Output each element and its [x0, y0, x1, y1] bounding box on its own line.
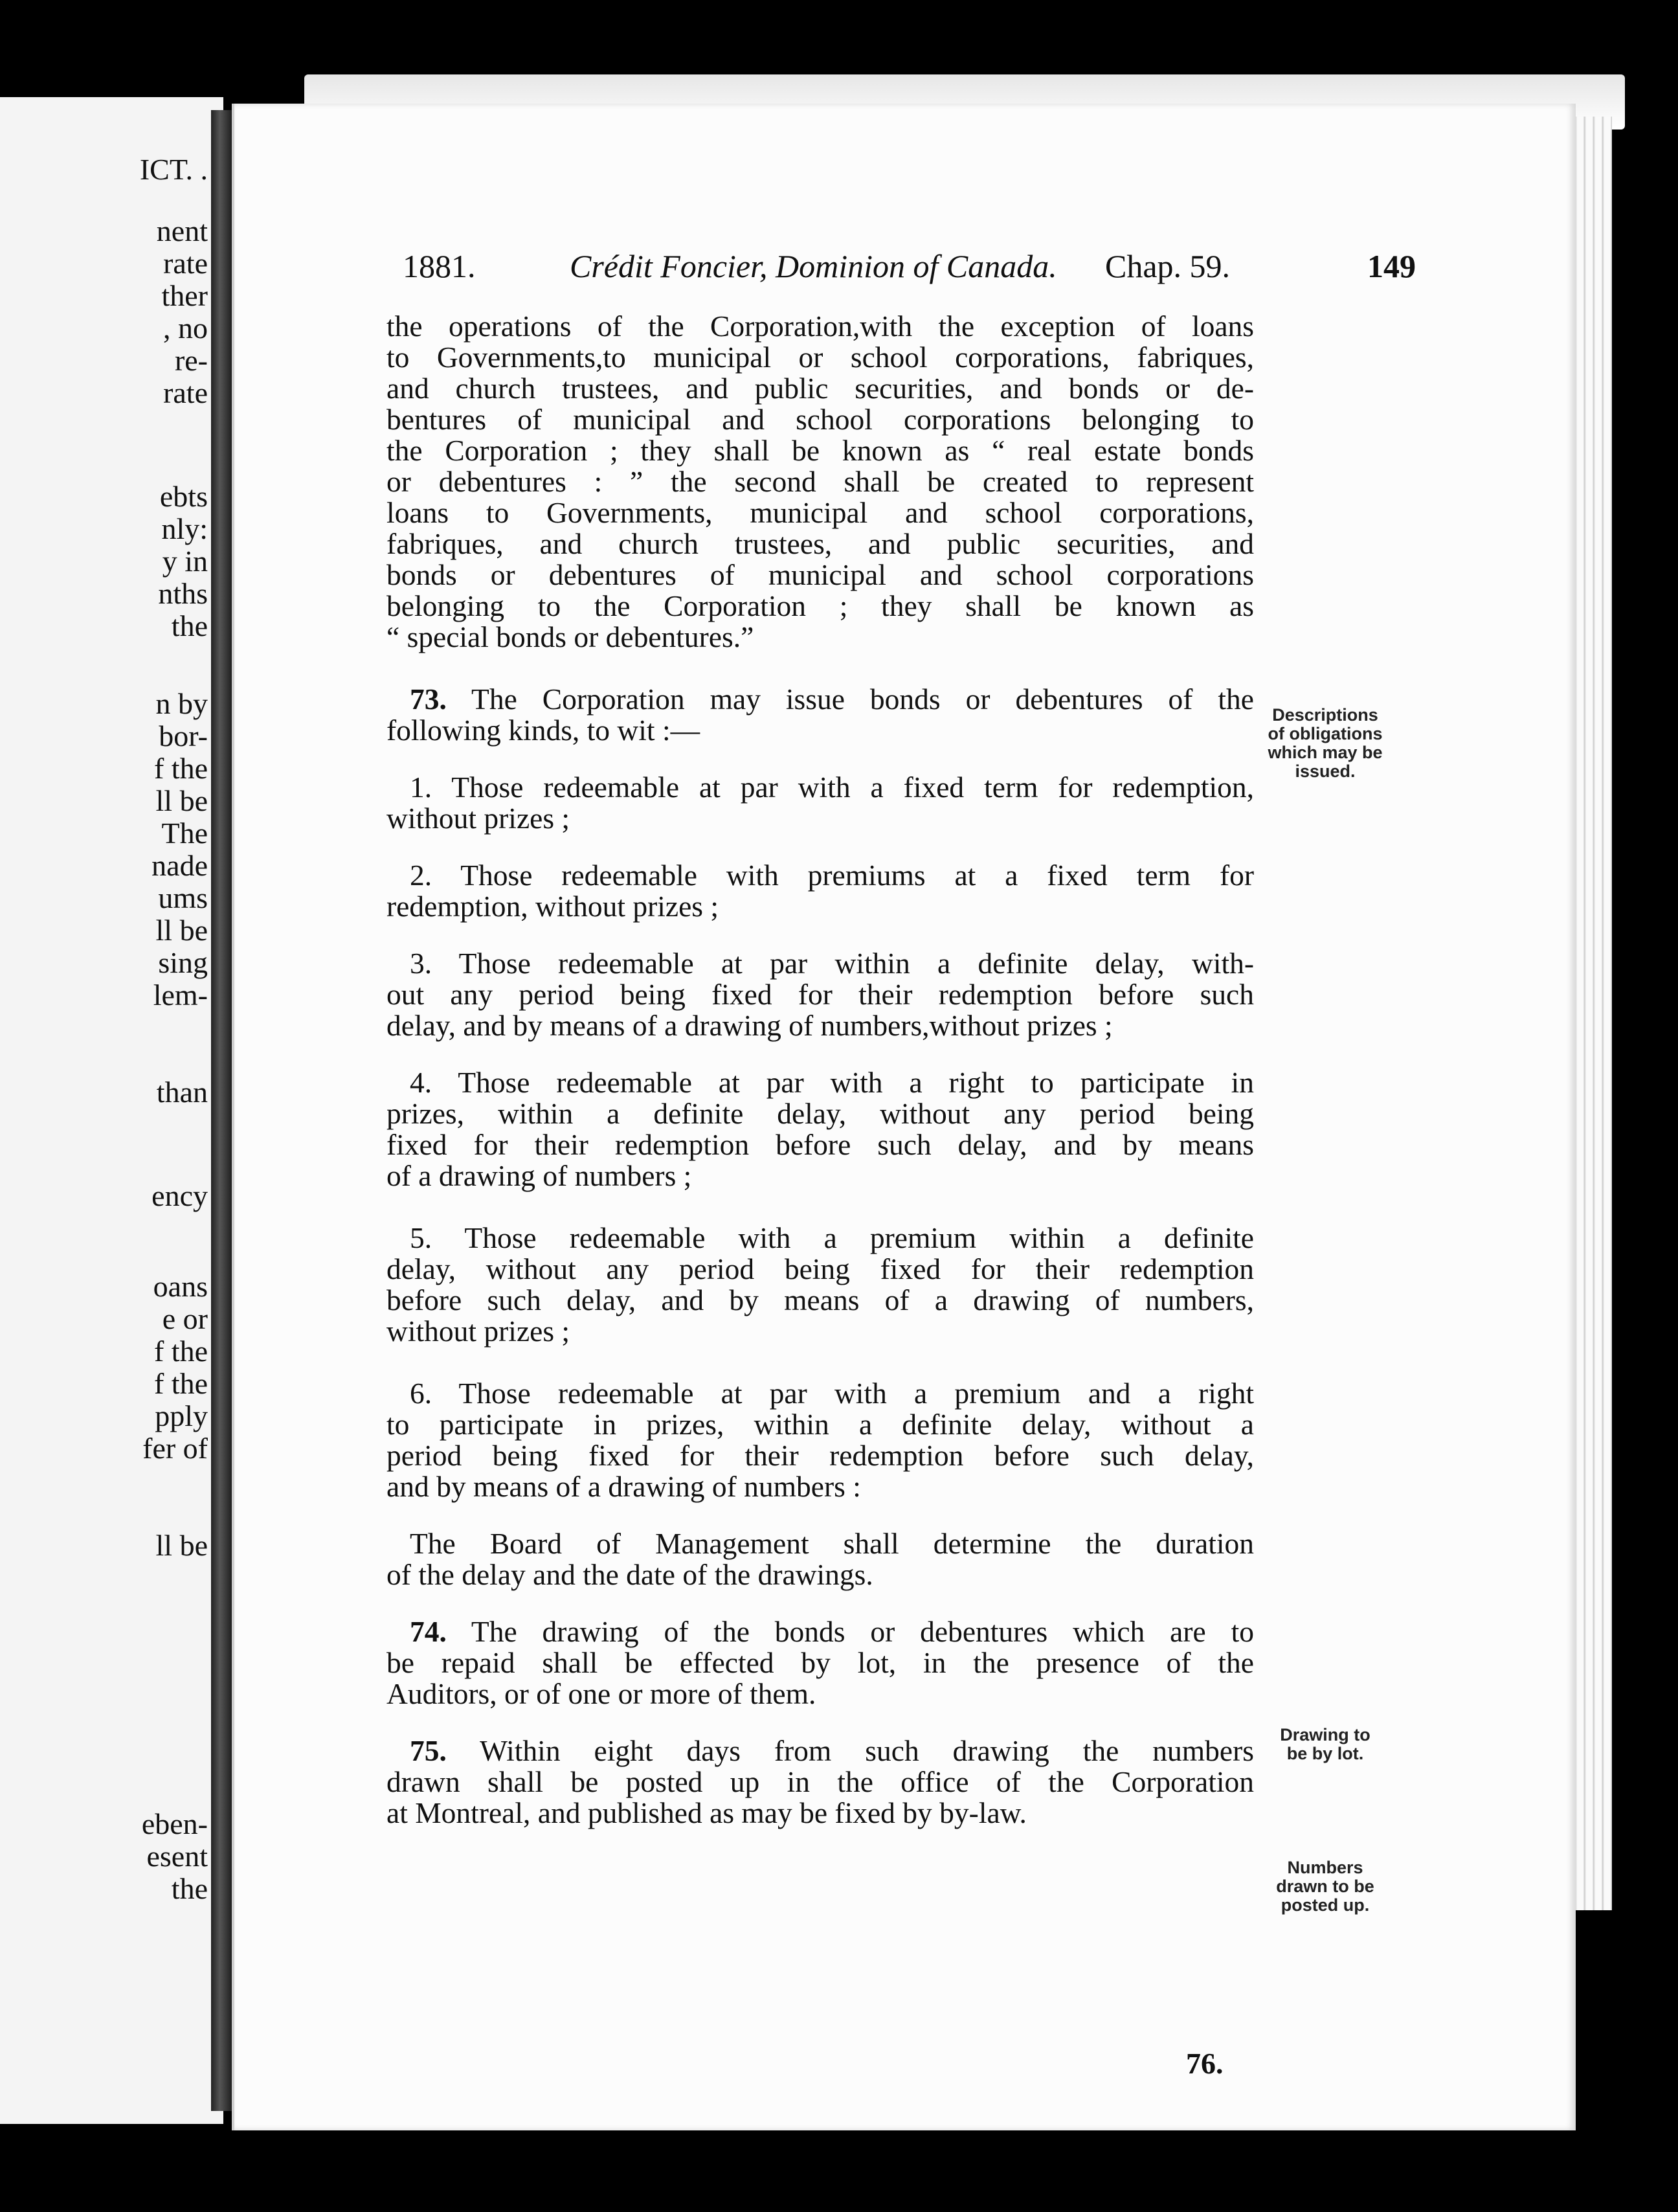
left-page-fragment: oans: [153, 1270, 208, 1303]
left-page-fragment: ICT. .: [139, 153, 208, 186]
left-page-fragment: rate: [163, 376, 208, 409]
text-line: or debentures : ” the second shall be created to represent: [386, 465, 1254, 498]
left-page-fragment: ll be: [155, 784, 208, 817]
left-page-fragment: bor-: [159, 719, 208, 752]
margin-note-line: Drawing to: [1280, 1725, 1370, 1744]
text-line: period being fixed for their redemption before such delay,: [386, 1439, 1254, 1472]
header-chapter: Chap. 59.: [1105, 248, 1231, 284]
list-item: [386, 1223, 1254, 1347]
left-page-fragment: esent: [146, 1840, 208, 1873]
text-line: and by means of a drawing of numbers :: [386, 1470, 861, 1503]
left-page-fragment: ll be: [155, 914, 208, 947]
margin-note-line: drawn to be: [1276, 1877, 1374, 1896]
left-page-fragment: ency: [151, 1179, 208, 1212]
left-page-fragment: than: [156, 1076, 208, 1109]
left-page-fragment: f the: [153, 1335, 208, 1368]
text-line: fabriques, and church trustees, and public securities, and: [386, 527, 1254, 560]
margin-note-line: be by lot.: [1286, 1744, 1364, 1763]
list-item: [386, 948, 1254, 1041]
margin-note-line: Numbers: [1287, 1858, 1363, 1877]
section-text: The drawing of the bonds or debentures which are to: [446, 1615, 1254, 1648]
section-number: 75.: [410, 1734, 447, 1767]
text-line: bonds or debentures of municipal and school corporations: [386, 558, 1254, 591]
text-line: “ special bonds or debentures.”: [386, 620, 754, 653]
left-page-fragment: nent: [156, 214, 208, 247]
left-page-fragment: sing: [158, 946, 208, 979]
text-line: prizes, within a definite delay, without any period being: [386, 1097, 1254, 1130]
left-page-fragment: ll be: [155, 1529, 208, 1562]
text-line: belonging to the Corporation ; they shall be known as: [386, 589, 1254, 622]
left-page-fragment: y in: [162, 545, 208, 578]
text-line: the operations of the Corporation,with the exception of loans: [386, 310, 1254, 343]
margin-note-line: posted up.: [1281, 1895, 1370, 1915]
left-page-fragment: ums: [158, 881, 208, 914]
section-73: [386, 684, 1254, 746]
left-page-fragment: the: [171, 609, 208, 642]
left-page-fragment: f the: [153, 752, 208, 785]
list-item: [386, 860, 1254, 922]
left-page-fragment: fer of: [142, 1432, 208, 1465]
header-year: 1881.: [403, 248, 476, 284]
text-line: 2. Those redeemable with premiums at a fixed term for: [410, 859, 1254, 892]
board-paragraph: [386, 1528, 1254, 1590]
left-page-fragment: ebts: [159, 480, 208, 513]
text-line: without prizes ;: [386, 1315, 570, 1348]
margin-note-74: [1254, 1726, 1396, 1763]
margin-note-line: issued.: [1295, 762, 1356, 781]
text-line: without prizes ;: [386, 802, 570, 835]
text-line: delay, and by means of a drawing of numbers,without prizes ;: [386, 1009, 1113, 1042]
margin-note-75: [1254, 1858, 1396, 1915]
text-line: 5. Those redeemable with a premium within a definite: [410, 1221, 1254, 1254]
catchword: 76.: [1186, 2047, 1224, 2080]
text-line: of the delay and the date of the drawings.: [386, 1558, 873, 1591]
left-page-fragment: n by: [155, 687, 208, 720]
text-line: The Board of Management shall determine the duration: [410, 1527, 1254, 1560]
margin-note-73: [1254, 706, 1396, 781]
left-page-fragment: ther: [161, 279, 208, 312]
list-item: [386, 772, 1254, 834]
text-line: redemption, without prizes ;: [386, 890, 719, 923]
intro-paragraph: [386, 311, 1254, 653]
running-header: [403, 247, 1503, 296]
right-page: [232, 104, 1576, 2130]
text-line: to participate in prizes, within a definite delay, without a: [386, 1408, 1254, 1441]
page-body: [386, 311, 1254, 1860]
left-page-fragment: lem-: [153, 978, 208, 1011]
list-item: [386, 1067, 1254, 1191]
text-line: 1. Those redeemable at par with a fixed term for redemption,: [410, 771, 1254, 804]
text-line: 6. Those redeemable at par with a premium and a right: [410, 1377, 1254, 1410]
text-line: before such delay, and by means of a drawing of numbers,: [386, 1283, 1254, 1316]
text-line: following kinds, to wit :—: [386, 714, 700, 747]
text-line: the Corporation ; they shall be known as “ real estate bonds: [386, 434, 1254, 467]
left-page: [0, 97, 223, 2124]
section-text: Within eight days from such drawing the numbers: [446, 1734, 1254, 1767]
page-number: 149: [1367, 248, 1416, 284]
section-text: The Corporation may issue bonds or debentures of the: [446, 683, 1254, 716]
section-number: 73.: [410, 683, 447, 716]
left-page-fragment: eben-: [141, 1807, 208, 1840]
left-page-fragment: f the: [153, 1367, 208, 1400]
text-line: be repaid shall be effected by lot, in the presence of the: [386, 1646, 1254, 1679]
section-74: [386, 1616, 1254, 1710]
text-line: bentures of municipal and school corporations belonging to: [386, 403, 1254, 436]
section-75: [386, 1735, 1254, 1829]
left-page-fragment: The: [161, 817, 208, 850]
left-page-fragment: pply: [155, 1399, 208, 1432]
text-line: [386, 1616, 1254, 1647]
left-page-fragment: nly:: [161, 512, 208, 545]
left-page-fragment: re-: [174, 344, 208, 377]
list-item: [386, 1378, 1254, 1502]
left-page-fragment: nths: [158, 577, 208, 610]
book-binding: [211, 110, 233, 2111]
text-line: [386, 684, 1254, 715]
text-line: fixed for their redemption before such delay, and by means: [386, 1128, 1254, 1161]
text-line: drawn shall be posted up in the office of the Corporation: [386, 1765, 1254, 1798]
text-line: loans to Governments, municipal and school corporations,: [386, 496, 1254, 529]
text-line: Auditors, or of one or more of them.: [386, 1677, 816, 1710]
section-number: 74.: [410, 1615, 447, 1648]
margin-note-line: of obligations: [1268, 724, 1383, 743]
text-line: of a drawing of numbers ;: [386, 1159, 692, 1192]
left-page-fragment: e or: [162, 1302, 208, 1335]
text-line: out any period being fixed for their redemption before such: [386, 978, 1254, 1011]
left-page-fragment: rate: [163, 247, 208, 280]
text-line: 4. Those redeemable at par with a right to participate in: [410, 1066, 1254, 1099]
text-line: [386, 1735, 1254, 1766]
left-page-fragment: nade: [151, 849, 208, 882]
text-line: delay, without any period being fixed for their redemption: [386, 1252, 1254, 1285]
text-line: and church trustees, and public securities, and bonds or de-: [386, 372, 1254, 405]
text-line: at Montreal, and published as may be fixed by by-law.: [386, 1796, 1027, 1829]
margin-note-line: Descriptions: [1272, 705, 1378, 725]
text-line: 3. Those redeemable at par within a definite delay, with-: [410, 947, 1254, 980]
margin-note-line: which may be: [1268, 743, 1383, 762]
left-page-fragment: the: [171, 1872, 208, 1905]
left-page-fragment: , no: [163, 311, 208, 344]
text-line: to Governments,to municipal or school corporations, fabriques,: [386, 341, 1254, 374]
header-title: Crédit Foncier, Dominion of Canada.: [570, 248, 1057, 284]
